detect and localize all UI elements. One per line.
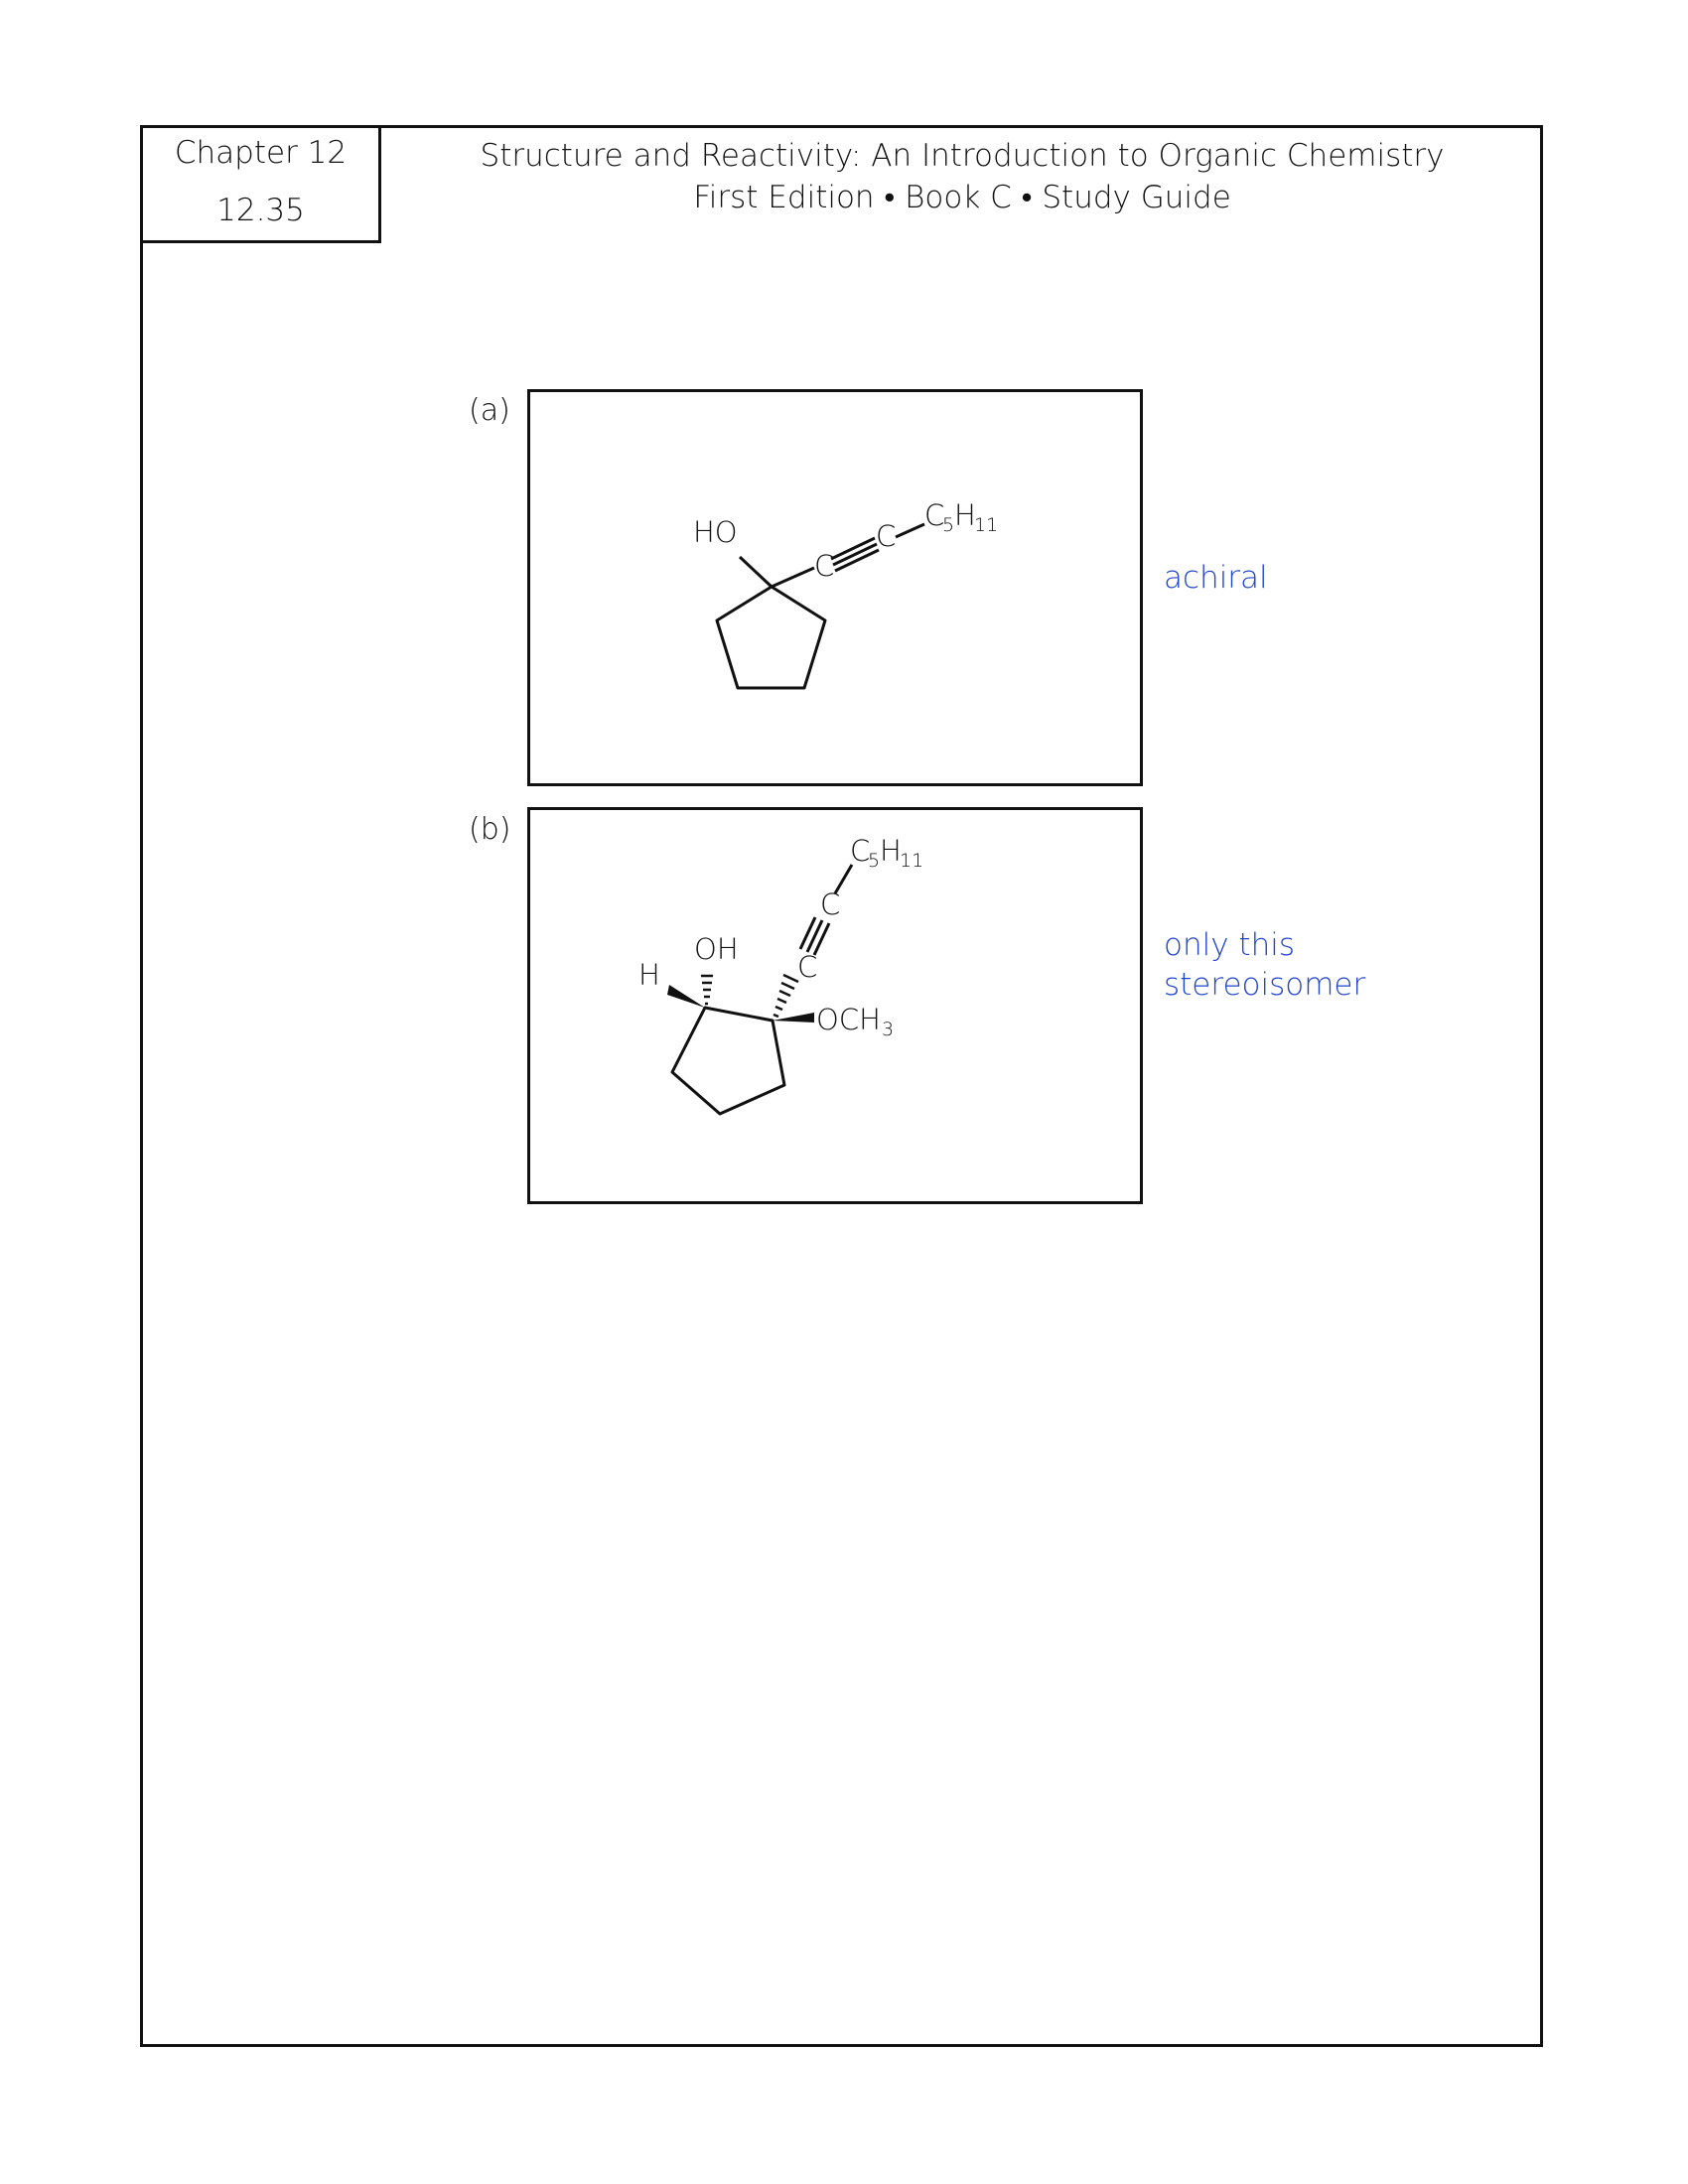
book-title-line-1: Structure and Reactivity: An Introduction to Organic Chemistry bbox=[480, 138, 1445, 174]
answer-line: achiral bbox=[1164, 560, 1268, 596]
c-oh-bond bbox=[740, 557, 772, 587]
alkyne-c2-label: C bbox=[820, 887, 841, 921]
part-b-structure bbox=[530, 810, 1140, 1201]
wedge-bond-h bbox=[667, 985, 705, 1008]
alkyne-c2-label: C bbox=[876, 519, 897, 553]
chain-c-subscript: 5 bbox=[942, 514, 955, 536]
triple-bond-line bbox=[807, 920, 822, 952]
part-b-label: (b) bbox=[469, 812, 511, 847]
chain-h-label: H bbox=[954, 498, 976, 532]
answer-line: only this bbox=[1164, 927, 1295, 963]
alkyne-c1-label: C bbox=[814, 549, 835, 583]
alkyne-c1-label: C bbox=[797, 950, 818, 984]
h-label: H bbox=[638, 958, 660, 992]
ho-label: HO bbox=[693, 515, 738, 549]
part-a-label: (a) bbox=[469, 393, 510, 428]
book-title-line-2: First Edition • Book C • Study Guide bbox=[693, 180, 1231, 215]
chain-c-label: C bbox=[924, 498, 945, 532]
chain-c-subscript: 5 bbox=[868, 850, 881, 872]
part-a-structure-box bbox=[527, 389, 1143, 786]
part-b-structure-box bbox=[527, 807, 1143, 1204]
chain-h-subscript: 11 bbox=[974, 514, 999, 536]
part-b-answer bbox=[1164, 925, 1365, 1005]
triple-bond-line bbox=[800, 917, 815, 949]
oh-label: OH bbox=[694, 932, 739, 966]
chain-h-subscript: 11 bbox=[900, 850, 924, 872]
wedge-bond-och3 bbox=[773, 1013, 814, 1023]
chapter-box bbox=[140, 125, 381, 243]
hashed-bond-oh bbox=[701, 976, 713, 1004]
hashed-bond-alkyne bbox=[774, 975, 798, 1017]
book-title bbox=[381, 135, 1543, 218]
part-a-structure bbox=[530, 392, 1140, 783]
chain-c-label: C bbox=[850, 834, 871, 868]
c-chain-bond bbox=[896, 524, 924, 537]
answer-line: stereoisomer bbox=[1164, 967, 1366, 1003]
och3-label: OCH bbox=[816, 1003, 881, 1036]
cyclopentane-ring bbox=[717, 587, 825, 688]
chain-h-label: H bbox=[880, 834, 902, 868]
cyclopentane-ring bbox=[672, 1008, 784, 1114]
problem-number: 12.35 bbox=[216, 193, 305, 228]
chapter-label: Chapter 12 bbox=[174, 135, 348, 171]
c-alkyne-bond bbox=[772, 568, 814, 587]
och3-subscript: 3 bbox=[882, 1019, 895, 1040]
part-a-answer bbox=[1164, 558, 1268, 598]
